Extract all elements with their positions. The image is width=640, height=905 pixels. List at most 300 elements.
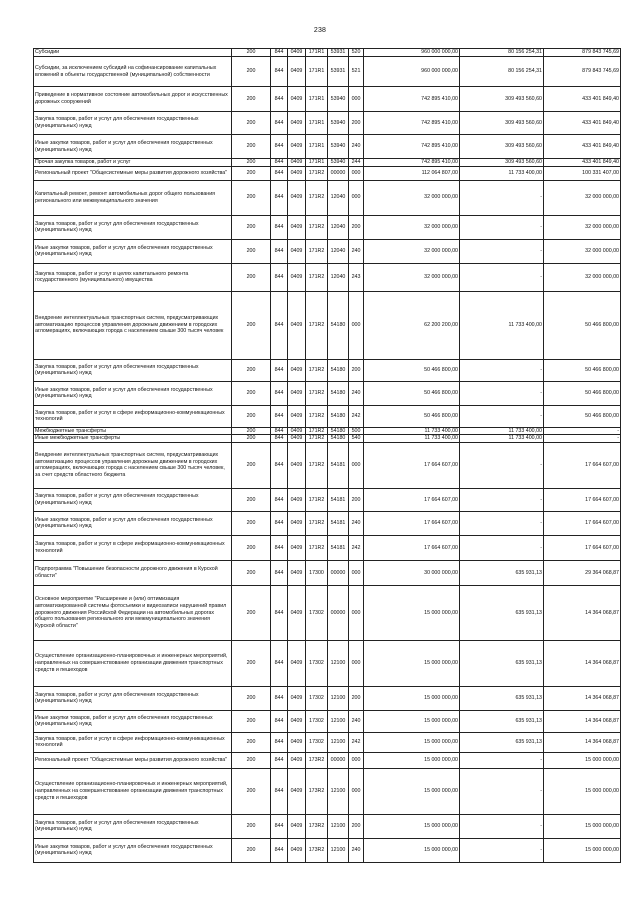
table-row bbox=[34, 585, 621, 640]
program-code-cell: 171R2 bbox=[306, 291, 328, 359]
ministry-code-cell: 200 bbox=[232, 159, 271, 167]
planned-amount-cell: 11 733 400,00 bbox=[364, 427, 460, 435]
executed-amount-cell: - bbox=[460, 359, 544, 381]
planned-amount-cell: 17 664 607,00 bbox=[364, 442, 460, 488]
section-code-cell: 0409 bbox=[288, 291, 306, 359]
grbs-code-cell: 844 bbox=[271, 752, 288, 768]
planned-amount-cell: 15 000 000,00 bbox=[364, 732, 460, 752]
ministry-code-cell: 200 bbox=[232, 535, 271, 560]
executed-amount-cell: - bbox=[460, 488, 544, 511]
section-code-cell: 0409 bbox=[288, 710, 306, 732]
planned-amount-cell: 742 895 410,00 bbox=[364, 112, 460, 135]
direction-code-cell: 54180 bbox=[328, 435, 349, 443]
table-row bbox=[34, 159, 621, 167]
planned-amount-cell: 112 064 807,00 bbox=[364, 166, 460, 180]
grbs-code-cell: 844 bbox=[271, 180, 288, 215]
direction-code-cell: 53931 bbox=[328, 57, 349, 87]
section-code-cell: 0409 bbox=[288, 686, 306, 710]
program-code-cell: 171R2 bbox=[306, 215, 328, 239]
direction-code-cell: 54180 bbox=[328, 291, 349, 359]
expense-type-cell: 240 bbox=[349, 239, 364, 263]
ministry-code-cell: 200 bbox=[232, 215, 271, 239]
remainder-amount-cell: 433 401 849,40 bbox=[544, 159, 621, 167]
expense-type-cell: 000 bbox=[349, 768, 364, 814]
planned-amount-cell: 15 000 000,00 bbox=[364, 814, 460, 838]
planned-amount-cell: 15 000 000,00 bbox=[364, 686, 460, 710]
section-code-cell: 0409 bbox=[288, 442, 306, 488]
executed-amount-cell: 635 931,13 bbox=[460, 686, 544, 710]
planned-amount-cell: 742 895 410,00 bbox=[364, 87, 460, 112]
direction-code-cell: 53940 bbox=[328, 112, 349, 135]
grbs-code-cell: 844 bbox=[271, 87, 288, 112]
item-name-cell: Приведение в нормативное состояние автомобильных дорог и искусственных дорожных сооружений bbox=[34, 87, 232, 112]
program-code-cell: 171R1 bbox=[306, 49, 328, 57]
program-code-cell: 173R2 bbox=[306, 814, 328, 838]
planned-amount-cell: 17 664 607,00 bbox=[364, 511, 460, 535]
program-code-cell: 171R2 bbox=[306, 263, 328, 291]
program-code-cell: 171R1 bbox=[306, 135, 328, 159]
section-code-cell: 0409 bbox=[288, 752, 306, 768]
table-row bbox=[34, 488, 621, 511]
section-code-cell: 0409 bbox=[288, 112, 306, 135]
remainder-amount-cell: 17 664 607,00 bbox=[544, 535, 621, 560]
remainder-amount-cell: 15 000 000,00 bbox=[544, 768, 621, 814]
planned-amount-cell: 32 000 000,00 bbox=[364, 239, 460, 263]
remainder-amount-cell: - bbox=[544, 435, 621, 443]
planned-amount-cell: 17 664 607,00 bbox=[364, 535, 460, 560]
item-name-cell: Региональный проект "Общесистемные меры развития дорожного хозяйства" bbox=[34, 166, 232, 180]
grbs-code-cell: 844 bbox=[271, 511, 288, 535]
item-name-cell: Подпрограмма "Повышение безопасности дорожного движения в Курской области" bbox=[34, 560, 232, 585]
item-name-cell: Иные закупки товаров, работ и услуг для обеспечения государственных (муниципальных) нужд bbox=[34, 135, 232, 159]
section-code-cell: 0409 bbox=[288, 535, 306, 560]
executed-amount-cell: - bbox=[460, 215, 544, 239]
direction-code-cell: 54181 bbox=[328, 535, 349, 560]
ministry-code-cell: 200 bbox=[232, 640, 271, 686]
planned-amount-cell: 15 000 000,00 bbox=[364, 585, 460, 640]
section-code-cell: 0409 bbox=[288, 511, 306, 535]
direction-code-cell: 54180 bbox=[328, 405, 349, 427]
executed-amount-cell: 309 493 560,60 bbox=[460, 159, 544, 167]
executed-amount-cell: - bbox=[460, 511, 544, 535]
ministry-code-cell: 200 bbox=[232, 686, 271, 710]
item-name-cell: Иные закупки товаров, работ и услуг для обеспечения государственных (муниципальных) нужд bbox=[34, 838, 232, 862]
table-row bbox=[34, 87, 621, 112]
executed-amount-cell: - bbox=[460, 239, 544, 263]
grbs-code-cell: 844 bbox=[271, 49, 288, 57]
expense-type-cell: 200 bbox=[349, 359, 364, 381]
table-row bbox=[34, 710, 621, 732]
grbs-code-cell: 844 bbox=[271, 710, 288, 732]
item-name-cell: Основное мероприятие "Расширение и (или) оптимизация автоматизированной системы фотосъемки и видеозаписи нарушений правил дорожного движения Российской Федерации на автомобильных дорогах общего пользования регионального или межмуниципального значения Курской области" bbox=[34, 585, 232, 640]
table-row bbox=[34, 560, 621, 585]
item-name-cell: Межбюджетные трансферты bbox=[34, 427, 232, 435]
item-name-cell: Осуществление организационно-планировочных и инженерных мероприятий, направленных на совершенствование организации движения транспортных средств и пешеходов bbox=[34, 640, 232, 686]
expense-type-cell: 000 bbox=[349, 291, 364, 359]
expense-type-cell: 000 bbox=[349, 585, 364, 640]
grbs-code-cell: 844 bbox=[271, 166, 288, 180]
remainder-amount-cell: 15 000 000,00 bbox=[544, 752, 621, 768]
remainder-amount-cell: 433 401 849,40 bbox=[544, 112, 621, 135]
section-code-cell: 0409 bbox=[288, 135, 306, 159]
executed-amount-cell: 635 931,13 bbox=[460, 560, 544, 585]
planned-amount-cell: 960 000 000,00 bbox=[364, 57, 460, 87]
planned-amount-cell: 50 466 800,00 bbox=[364, 359, 460, 381]
ministry-code-cell: 200 bbox=[232, 166, 271, 180]
ministry-code-cell: 200 bbox=[232, 291, 271, 359]
grbs-code-cell: 844 bbox=[271, 263, 288, 291]
planned-amount-cell: 17 664 607,00 bbox=[364, 488, 460, 511]
expense-type-cell: 000 bbox=[349, 560, 364, 585]
direction-code-cell: 12100 bbox=[328, 640, 349, 686]
program-code-cell: 17302 bbox=[306, 686, 328, 710]
planned-amount-cell: 11 733 400,00 bbox=[364, 435, 460, 443]
remainder-amount-cell: 14 364 068,87 bbox=[544, 686, 621, 710]
direction-code-cell: 00000 bbox=[328, 166, 349, 180]
remainder-amount-cell: 17 664 607,00 bbox=[544, 511, 621, 535]
program-code-cell: 171R1 bbox=[306, 87, 328, 112]
section-code-cell: 0409 bbox=[288, 49, 306, 57]
expense-type-cell: 000 bbox=[349, 752, 364, 768]
section-code-cell: 0409 bbox=[288, 57, 306, 87]
executed-amount-cell: - bbox=[460, 405, 544, 427]
item-name-cell: Закупка товаров, работ и услуг в целях капитального ремонта государственного (муниципального) имущества bbox=[34, 263, 232, 291]
item-name-cell: Субсидии bbox=[34, 49, 232, 57]
expense-type-cell: 200 bbox=[349, 215, 364, 239]
program-code-cell: 171R2 bbox=[306, 405, 328, 427]
remainder-amount-cell: 32 000 000,00 bbox=[544, 180, 621, 215]
grbs-code-cell: 844 bbox=[271, 488, 288, 511]
executed-amount-cell: 11 733 400,00 bbox=[460, 291, 544, 359]
table-row bbox=[34, 405, 621, 427]
section-code-cell: 0409 bbox=[288, 427, 306, 435]
expense-type-cell: 520 bbox=[349, 49, 364, 57]
expense-type-cell: 000 bbox=[349, 180, 364, 215]
ministry-code-cell: 200 bbox=[232, 732, 271, 752]
program-code-cell: 173R2 bbox=[306, 838, 328, 862]
grbs-code-cell: 844 bbox=[271, 814, 288, 838]
remainder-amount-cell: 14 364 068,87 bbox=[544, 585, 621, 640]
direction-code-cell: 54180 bbox=[328, 427, 349, 435]
direction-code-cell: 12100 bbox=[328, 710, 349, 732]
remainder-amount-cell: - bbox=[544, 427, 621, 435]
ministry-code-cell: 200 bbox=[232, 180, 271, 215]
program-code-cell: 171R2 bbox=[306, 442, 328, 488]
executed-amount-cell: 309 493 560,60 bbox=[460, 135, 544, 159]
item-name-cell: Капитальный ремонт, ремонт автомобильных дорог общего пользования регионального или межмуниципального значения bbox=[34, 180, 232, 215]
executed-amount-cell: 309 493 560,60 bbox=[460, 87, 544, 112]
table-row bbox=[34, 49, 621, 57]
direction-code-cell: 54180 bbox=[328, 381, 349, 405]
item-name-cell: Закупка товаров, работ и услуг для обеспечения государственных (муниципальных) нужд bbox=[34, 112, 232, 135]
expense-type-cell: 000 bbox=[349, 87, 364, 112]
program-code-cell: 171R2 bbox=[306, 239, 328, 263]
planned-amount-cell: 960 000 000,00 bbox=[364, 49, 460, 57]
section-code-cell: 0409 bbox=[288, 215, 306, 239]
table-row bbox=[34, 359, 621, 381]
executed-amount-cell: - bbox=[460, 752, 544, 768]
planned-amount-cell: 62 200 200,00 bbox=[364, 291, 460, 359]
executed-amount-cell: 80 156 254,31 bbox=[460, 49, 544, 57]
ministry-code-cell: 200 bbox=[232, 112, 271, 135]
remainder-amount-cell: 100 331 407,00 bbox=[544, 166, 621, 180]
ministry-code-cell: 200 bbox=[232, 768, 271, 814]
program-code-cell: 171R2 bbox=[306, 511, 328, 535]
item-name-cell: Закупка товаров, работ и услуг для обеспечения государственных (муниципальных) нужд bbox=[34, 488, 232, 511]
direction-code-cell: 53940 bbox=[328, 87, 349, 112]
planned-amount-cell: 30 000 000,00 bbox=[364, 560, 460, 585]
grbs-code-cell: 844 bbox=[271, 442, 288, 488]
table-row bbox=[34, 135, 621, 159]
section-code-cell: 0409 bbox=[288, 488, 306, 511]
expense-type-cell: 243 bbox=[349, 263, 364, 291]
direction-code-cell: 12040 bbox=[328, 180, 349, 215]
item-name-cell: Осуществление организационно-планировочных и инженерных мероприятий, направленных на совершенствование организации движения транспортных средств и пешеходов bbox=[34, 768, 232, 814]
expense-type-cell: 500 bbox=[349, 427, 364, 435]
table-row bbox=[34, 57, 621, 87]
table-row bbox=[34, 732, 621, 752]
executed-amount-cell: 11 733 400,00 bbox=[460, 435, 544, 443]
section-code-cell: 0409 bbox=[288, 838, 306, 862]
grbs-code-cell: 844 bbox=[271, 159, 288, 167]
planned-amount-cell: 742 895 410,00 bbox=[364, 159, 460, 167]
item-name-cell: Закупка товаров, работ и услуг для обеспечения государственных (муниципальных) нужд bbox=[34, 359, 232, 381]
program-code-cell: 17302 bbox=[306, 640, 328, 686]
grbs-code-cell: 844 bbox=[271, 560, 288, 585]
grbs-code-cell: 844 bbox=[271, 427, 288, 435]
ministry-code-cell: 200 bbox=[232, 359, 271, 381]
executed-amount-cell: 635 931,13 bbox=[460, 732, 544, 752]
direction-code-cell: 53940 bbox=[328, 135, 349, 159]
program-code-cell: 171R2 bbox=[306, 535, 328, 560]
executed-amount-cell: 11 733 400,00 bbox=[460, 427, 544, 435]
program-code-cell: 171R2 bbox=[306, 359, 328, 381]
ministry-code-cell: 200 bbox=[232, 710, 271, 732]
remainder-amount-cell: 32 000 000,00 bbox=[544, 215, 621, 239]
program-code-cell: 17300 bbox=[306, 560, 328, 585]
expense-type-cell: 540 bbox=[349, 435, 364, 443]
item-name-cell: Закупка товаров, работ и услуг в сфере информационно-коммуникационных технологий bbox=[34, 535, 232, 560]
executed-amount-cell: - bbox=[460, 838, 544, 862]
grbs-code-cell: 844 bbox=[271, 838, 288, 862]
section-code-cell: 0409 bbox=[288, 87, 306, 112]
remainder-amount-cell: 17 664 607,00 bbox=[544, 488, 621, 511]
item-name-cell: Субсидии, за исключением субсидий на софинансирование капитальных вложений в объекты государственной (муниципальной) собственности bbox=[34, 57, 232, 87]
ministry-code-cell: 200 bbox=[232, 435, 271, 443]
table-row bbox=[34, 442, 621, 488]
section-code-cell: 0409 bbox=[288, 359, 306, 381]
item-name-cell: Внедрение интеллектуальных транспортных систем, предусматривающих автоматизацию процессов управления дорожным движением в городских агломерациях, включающих города с населением свыше 300 тысяч человек, за счет средств областного бюджета bbox=[34, 442, 232, 488]
table-row bbox=[34, 511, 621, 535]
remainder-amount-cell: 32 000 000,00 bbox=[544, 263, 621, 291]
direction-code-cell: 54181 bbox=[328, 488, 349, 511]
remainder-amount-cell: 29 364 068,87 bbox=[544, 560, 621, 585]
table-row bbox=[34, 381, 621, 405]
section-code-cell: 0409 bbox=[288, 180, 306, 215]
item-name-cell: Региональный проект "Общесистемные меры развития дорожного хозяйства" bbox=[34, 752, 232, 768]
section-code-cell: 0409 bbox=[288, 263, 306, 291]
ministry-code-cell: 200 bbox=[232, 427, 271, 435]
section-code-cell: 0409 bbox=[288, 381, 306, 405]
expense-type-cell: 000 bbox=[349, 640, 364, 686]
grbs-code-cell: 844 bbox=[271, 112, 288, 135]
grbs-code-cell: 844 bbox=[271, 768, 288, 814]
table-row bbox=[34, 640, 621, 686]
item-name-cell: Иные межбюджетные трансферты bbox=[34, 435, 232, 443]
executed-amount-cell: - bbox=[460, 768, 544, 814]
program-code-cell: 171R2 bbox=[306, 488, 328, 511]
expense-type-cell: 200 bbox=[349, 686, 364, 710]
executed-amount-cell: 635 931,13 bbox=[460, 585, 544, 640]
program-code-cell: 171R2 bbox=[306, 427, 328, 435]
remainder-amount-cell: 15 000 000,00 bbox=[544, 838, 621, 862]
ministry-code-cell: 200 bbox=[232, 405, 271, 427]
program-code-cell: 17302 bbox=[306, 710, 328, 732]
table-row bbox=[34, 215, 621, 239]
direction-code-cell: 12040 bbox=[328, 239, 349, 263]
grbs-code-cell: 844 bbox=[271, 135, 288, 159]
expense-type-cell: 240 bbox=[349, 381, 364, 405]
table-row bbox=[34, 166, 621, 180]
planned-amount-cell: 32 000 000,00 bbox=[364, 263, 460, 291]
section-code-cell: 0409 bbox=[288, 732, 306, 752]
program-code-cell: 173R2 bbox=[306, 768, 328, 814]
planned-amount-cell: 50 466 800,00 bbox=[364, 405, 460, 427]
direction-code-cell: 12100 bbox=[328, 686, 349, 710]
remainder-amount-cell: 15 000 000,00 bbox=[544, 814, 621, 838]
planned-amount-cell: 32 000 000,00 bbox=[364, 215, 460, 239]
expense-type-cell: 200 bbox=[349, 814, 364, 838]
remainder-amount-cell: 32 000 000,00 bbox=[544, 239, 621, 263]
item-name-cell: Иные закупки товаров, работ и услуг для обеспечения государственных (муниципальных) нужд bbox=[34, 511, 232, 535]
section-code-cell: 0409 bbox=[288, 560, 306, 585]
ministry-code-cell: 200 bbox=[232, 511, 271, 535]
executed-amount-cell: 309 493 560,60 bbox=[460, 112, 544, 135]
direction-code-cell: 12100 bbox=[328, 732, 349, 752]
executed-amount-cell: - bbox=[460, 535, 544, 560]
ministry-code-cell: 200 bbox=[232, 263, 271, 291]
section-code-cell: 0409 bbox=[288, 405, 306, 427]
direction-code-cell: 54181 bbox=[328, 511, 349, 535]
table-row bbox=[34, 291, 621, 359]
expense-type-cell: 240 bbox=[349, 710, 364, 732]
grbs-code-cell: 844 bbox=[271, 405, 288, 427]
direction-code-cell: 12040 bbox=[328, 263, 349, 291]
grbs-code-cell: 844 bbox=[271, 215, 288, 239]
program-code-cell: 171R2 bbox=[306, 166, 328, 180]
direction-code-cell: 54180 bbox=[328, 359, 349, 381]
planned-amount-cell: 15 000 000,00 bbox=[364, 710, 460, 732]
direction-code-cell: 53940 bbox=[328, 159, 349, 167]
remainder-amount-cell: 14 364 068,87 bbox=[544, 732, 621, 752]
remainder-amount-cell: 14 364 068,87 bbox=[544, 640, 621, 686]
ministry-code-cell: 200 bbox=[232, 585, 271, 640]
executed-amount-cell: - bbox=[460, 180, 544, 215]
expense-type-cell: 200 bbox=[349, 488, 364, 511]
remainder-amount-cell: 879 843 745,69 bbox=[544, 57, 621, 87]
ministry-code-cell: 200 bbox=[232, 814, 271, 838]
remainder-amount-cell: 433 401 849,40 bbox=[544, 135, 621, 159]
section-code-cell: 0409 bbox=[288, 640, 306, 686]
ministry-code-cell: 200 bbox=[232, 49, 271, 57]
program-code-cell: 17302 bbox=[306, 585, 328, 640]
program-code-cell: 171R2 bbox=[306, 180, 328, 215]
ministry-code-cell: 200 bbox=[232, 442, 271, 488]
executed-amount-cell: 11 733 400,00 bbox=[460, 166, 544, 180]
budget-table-body bbox=[34, 49, 621, 863]
page-number: 238 bbox=[313, 27, 327, 34]
section-code-cell: 0409 bbox=[288, 768, 306, 814]
direction-code-cell: 00000 bbox=[328, 585, 349, 640]
expense-type-cell: 000 bbox=[349, 442, 364, 488]
planned-amount-cell: 15 000 000,00 bbox=[364, 768, 460, 814]
remainder-amount-cell: 50 466 800,00 bbox=[544, 405, 621, 427]
table-row bbox=[34, 239, 621, 263]
expense-type-cell: 240 bbox=[349, 511, 364, 535]
grbs-code-cell: 844 bbox=[271, 57, 288, 87]
item-name-cell: Закупка товаров, работ и услуг для обеспечения государственных (муниципальных) нужд bbox=[34, 215, 232, 239]
direction-code-cell: 12100 bbox=[328, 838, 349, 862]
item-name-cell: Закупка товаров, работ и услуг для обеспечения государственных (муниципальных) нужд bbox=[34, 686, 232, 710]
ministry-code-cell: 200 bbox=[232, 87, 271, 112]
expense-type-cell: 242 bbox=[349, 405, 364, 427]
table-row bbox=[34, 686, 621, 710]
section-code-cell: 0409 bbox=[288, 166, 306, 180]
executed-amount-cell: 635 931,13 bbox=[460, 640, 544, 686]
grbs-code-cell: 844 bbox=[271, 640, 288, 686]
program-code-cell: 171R1 bbox=[306, 57, 328, 87]
table-row bbox=[34, 768, 621, 814]
direction-code-cell: 12040 bbox=[328, 215, 349, 239]
item-name-cell: Закупка товаров, работ и услуг в сфере информационно-коммуникационных технологий bbox=[34, 732, 232, 752]
expense-type-cell: 240 bbox=[349, 838, 364, 862]
expense-type-cell: 242 bbox=[349, 732, 364, 752]
budget-table bbox=[33, 48, 621, 863]
planned-amount-cell: 50 466 800,00 bbox=[364, 381, 460, 405]
executed-amount-cell: 635 931,13 bbox=[460, 710, 544, 732]
table-row bbox=[34, 263, 621, 291]
section-code-cell: 0409 bbox=[288, 159, 306, 167]
table-row bbox=[34, 838, 621, 862]
remainder-amount-cell: 50 466 800,00 bbox=[544, 291, 621, 359]
expense-type-cell: 521 bbox=[349, 57, 364, 87]
grbs-code-cell: 844 bbox=[271, 239, 288, 263]
ministry-code-cell: 200 bbox=[232, 381, 271, 405]
item-name-cell: Внедрение интеллектуальных транспортных систем, предусматривающих автоматизацию процессов управления дорожным движением в городских агломерациях, включающих города с населением свыше 300 тысяч человек bbox=[34, 291, 232, 359]
ministry-code-cell: 200 bbox=[232, 752, 271, 768]
grbs-code-cell: 844 bbox=[271, 686, 288, 710]
expense-type-cell: 000 bbox=[349, 166, 364, 180]
remainder-amount-cell: 17 664 607,00 bbox=[544, 442, 621, 488]
remainder-amount-cell: 14 364 068,87 bbox=[544, 710, 621, 732]
executed-amount-cell: - bbox=[460, 263, 544, 291]
planned-amount-cell: 32 000 000,00 bbox=[364, 180, 460, 215]
remainder-amount-cell: 879 843 745,69 bbox=[544, 49, 621, 57]
program-code-cell: 171R1 bbox=[306, 112, 328, 135]
ministry-code-cell: 200 bbox=[232, 488, 271, 511]
expense-type-cell: 242 bbox=[349, 535, 364, 560]
remainder-amount-cell: 433 401 849,40 bbox=[544, 87, 621, 112]
grbs-code-cell: 844 bbox=[271, 585, 288, 640]
planned-amount-cell: 15 000 000,00 bbox=[364, 640, 460, 686]
table-row bbox=[34, 180, 621, 215]
expense-type-cell: 244 bbox=[349, 159, 364, 167]
grbs-code-cell: 844 bbox=[271, 732, 288, 752]
item-name-cell: Прочая закупка товаров, работ и услуг bbox=[34, 159, 232, 167]
grbs-code-cell: 844 bbox=[271, 291, 288, 359]
executed-amount-cell: - bbox=[460, 381, 544, 405]
direction-code-cell: 00000 bbox=[328, 752, 349, 768]
